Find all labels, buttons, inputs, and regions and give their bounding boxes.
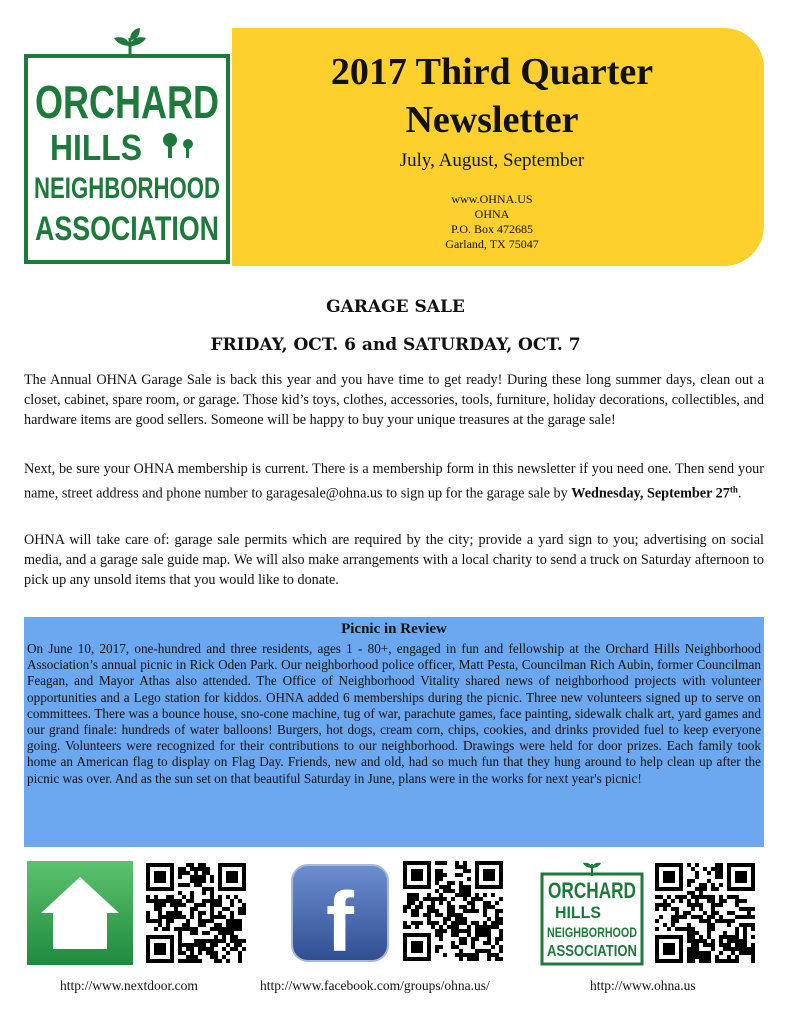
link-ohna[interactable]: http://www.ohna.us	[590, 978, 696, 993]
facebook-letter: f	[326, 875, 354, 969]
link-nextdoor[interactable]: http://www.nextdoor.com	[60, 978, 198, 993]
logo-line4: ASSOCIATION	[35, 210, 219, 248]
picnic-title: Picnic in Review	[341, 621, 447, 637]
newsletter-title	[232, 48, 752, 144]
newsletter-subtitle: July, August, September	[399, 150, 585, 171]
logo-line1: ORCHARD	[35, 76, 219, 128]
leaf-icon	[108, 28, 152, 60]
ohna-logo-small-icon[interactable]	[540, 862, 644, 966]
para-2-end: .	[737, 485, 742, 502]
nextdoor-icon[interactable]	[27, 861, 133, 965]
contact-website[interactable]: www.OHNA.US	[451, 192, 533, 206]
ohna-logo	[24, 54, 230, 264]
qr-code-facebook[interactable]	[403, 861, 503, 961]
qr-code-nextdoor[interactable]	[146, 863, 246, 963]
small-logo-line4: ASSOCIATION	[547, 943, 637, 960]
title-line-2: Newsletter	[405, 99, 579, 141]
logo-line2: HILLS	[50, 127, 142, 168]
link-facebook-group[interactable]: http://www.facebook.com/groups/ohna.us/	[260, 978, 490, 993]
contact-city: Garland, TX 75047	[445, 237, 539, 251]
garage-sale-para-3	[24, 530, 764, 590]
para-2-sup: th	[729, 484, 738, 494]
para-2-prefix: Next, be sure your OHNA membership is current. There is a membership form in this newsletter if you need one. Then send your name, street address and phone number to garagesale@ohna.us to sign up for the garage sale by	[24, 461, 764, 502]
garage-sale-para-2	[24, 459, 764, 504]
title-line-1: 2017 Third Quarter	[330, 51, 654, 93]
small-logo-line1: ORCHARD	[548, 878, 636, 903]
small-logo-line2: HILLS	[555, 903, 601, 922]
picnic-text: On June 10, 2017, one-hundred and three residents, ages 1 - 80+, engaged in fun and fellowship at the Orchard Hills Neighborhood Association’s annual picnic in Rick Oden Park. Our neighborhood police officer, Matt Pesta, Councilman Rich Aubin, former Councilman Feagan, and Mayor Athas also attended. The Office of Neighborhood Vitality shared news of neighborhood projects with volunteer opportunities and a Lego station for kiddos. OHNA added 6 memberships during the picnic. Three new volunteers signed up to serve on committees. There was a bounce house, sno-cone machine, tug of war, parachute games, face painting, sidewalk chalk art, yard games and our grand finale: hundreds of water balloons! Burgers, hot dogs, cream corn, chips, cookies, and drinks provided fuel to keep everyone going. Volunteers were recognized for their contributions to our neighborhood. Drawings were held for door prizes. Each family took home an American flag to display on Flag Day. Friends, new and old, had so much fun that they hung around to help clean up after the picnic was over. And as the sun set on that beautiful Saturday in June, plans were in the works for next year's picnic!	[27, 641, 761, 786]
garage-sale-dates: FRIDAY, OCT. 6 and SATURDAY, OCT. 7	[210, 335, 581, 355]
facebook-icon[interactable]	[290, 863, 390, 969]
garage-sale-para-1	[24, 370, 764, 430]
small-logo-line3: NEIGHBORHOOD	[547, 924, 637, 940]
para-1-text: The Annual OHNA Garage Sale is back this year and you have time to get ready! During these long summer days, clean out a closet, cabinet, spare room, or garage. Those kid’s toys, clothes, accessories, tools, furniture, holiday decorations, collectibles, and hardware items are good sellers. Someone will be happy to buy your unique treasures at the garage sale!	[24, 372, 764, 428]
logo-graphic	[28, 58, 226, 260]
garage-sale-heading: GARAGE SALE	[326, 297, 465, 317]
qr-code-ohna[interactable]	[655, 863, 755, 963]
para-2-deadline: Wednesday, September 27	[571, 485, 730, 502]
contact-po-box: P.O. Box 472685	[450, 222, 533, 236]
logo-line3: NEIGHBORHOOD	[34, 172, 220, 205]
contact-org: OHNA	[474, 207, 510, 221]
para-3-text: OHNA will take care of: garage sale permits which are required by the city; provide a yard sign to you; advertising on social media, and a garage sale guide map. We will also make arrangements with a local charity to send a truck on Saturday afternoon to pick up any unsold items that you would like to donate.	[24, 532, 764, 588]
para-2-text	[24, 459, 764, 504]
contact-block	[232, 192, 752, 252]
